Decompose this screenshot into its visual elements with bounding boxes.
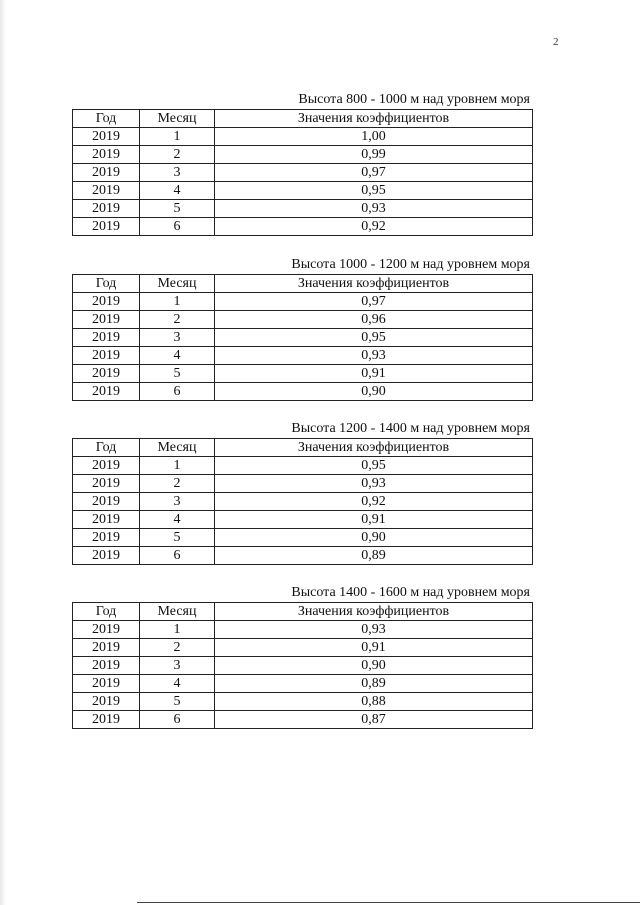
cell-value: 0,93 bbox=[215, 621, 533, 639]
cell-month: 5 bbox=[140, 365, 215, 383]
header-month: Месяц bbox=[140, 275, 215, 293]
cell-year: 2019 bbox=[73, 347, 140, 365]
cell-value: 0,93 bbox=[215, 475, 533, 493]
cell-value: 0,96 bbox=[215, 311, 533, 329]
cell-year: 2019 bbox=[73, 511, 140, 529]
header-values: Значения коэффициентов bbox=[215, 275, 533, 293]
cell-value: 0,88 bbox=[215, 693, 533, 711]
cell-value: 0,87 bbox=[215, 711, 533, 729]
coefficient-table-block-1 bbox=[72, 92, 532, 236]
table-row bbox=[73, 293, 533, 311]
cell-year: 2019 bbox=[73, 621, 140, 639]
cell-month: 3 bbox=[140, 164, 215, 182]
cell-month: 1 bbox=[140, 457, 215, 475]
cell-value: 0,91 bbox=[215, 639, 533, 657]
table-caption: Высота 800 - 1000 м над уровнем моря bbox=[298, 92, 530, 107]
cell-value: 0,93 bbox=[215, 347, 533, 365]
cell-month: 4 bbox=[140, 182, 215, 200]
coefficient-table-block-3 bbox=[72, 421, 532, 565]
cell-value: 0,89 bbox=[215, 675, 533, 693]
cell-month: 5 bbox=[140, 200, 215, 218]
table-row bbox=[73, 475, 533, 493]
page-number: 2 bbox=[553, 36, 559, 48]
table-row bbox=[73, 218, 533, 236]
cell-year: 2019 bbox=[73, 493, 140, 511]
cell-year: 2019 bbox=[73, 218, 140, 236]
cell-month: 2 bbox=[140, 639, 215, 657]
cell-value: 1,00 bbox=[215, 128, 533, 146]
cell-value: 0,97 bbox=[215, 293, 533, 311]
cell-value: 0,92 bbox=[215, 218, 533, 236]
table-caption: Высота 1400 - 1600 м над уровнем моря bbox=[291, 585, 530, 600]
cell-year: 2019 bbox=[73, 475, 140, 493]
table-caption: Высота 1200 - 1400 м над уровнем моря bbox=[291, 421, 530, 436]
header-year: Год bbox=[73, 439, 140, 457]
cell-month: 4 bbox=[140, 675, 215, 693]
table-row bbox=[73, 675, 533, 693]
cell-month: 1 bbox=[140, 621, 215, 639]
cell-year: 2019 bbox=[73, 146, 140, 164]
cell-month: 1 bbox=[140, 128, 215, 146]
table-row bbox=[73, 457, 533, 475]
cell-year: 2019 bbox=[73, 329, 140, 347]
cell-year: 2019 bbox=[73, 529, 140, 547]
table-row bbox=[73, 311, 533, 329]
cell-year: 2019 bbox=[73, 164, 140, 182]
cell-month: 3 bbox=[140, 493, 215, 511]
table-caption: Высота 1000 - 1200 м над уровнем моря bbox=[291, 257, 530, 272]
cell-month: 2 bbox=[140, 146, 215, 164]
table-row bbox=[73, 146, 533, 164]
header-month: Месяц bbox=[140, 603, 215, 621]
header-year: Год bbox=[73, 275, 140, 293]
cell-value: 0,90 bbox=[215, 529, 533, 547]
table-row bbox=[73, 182, 533, 200]
cell-value: 0,89 bbox=[215, 547, 533, 565]
cell-value: 0,97 bbox=[215, 164, 533, 182]
coefficient-table bbox=[72, 602, 533, 729]
cell-month: 6 bbox=[140, 383, 215, 401]
cell-month: 6 bbox=[140, 711, 215, 729]
cell-value: 0,92 bbox=[215, 493, 533, 511]
cell-year: 2019 bbox=[73, 128, 140, 146]
cell-year: 2019 bbox=[73, 293, 140, 311]
cell-month: 3 bbox=[140, 657, 215, 675]
cell-month: 5 bbox=[140, 529, 215, 547]
scan-edge-shadow bbox=[0, 0, 6, 905]
header-values: Значения коэффициентов bbox=[215, 110, 533, 128]
cell-month: 2 bbox=[140, 311, 215, 329]
table-row bbox=[73, 711, 533, 729]
cell-year: 2019 bbox=[73, 365, 140, 383]
coefficient-table bbox=[72, 274, 533, 401]
table-row bbox=[73, 547, 533, 565]
cell-year: 2019 bbox=[73, 457, 140, 475]
coefficient-table-block-2 bbox=[72, 257, 532, 401]
table-row bbox=[73, 693, 533, 711]
cell-year: 2019 bbox=[73, 657, 140, 675]
coefficient-table-block-4 bbox=[72, 585, 532, 729]
table-header-row bbox=[73, 439, 533, 457]
cell-year: 2019 bbox=[73, 200, 140, 218]
cell-value: 0,90 bbox=[215, 657, 533, 675]
table-row bbox=[73, 365, 533, 383]
coefficient-table bbox=[72, 109, 533, 236]
cell-value: 0,95 bbox=[215, 182, 533, 200]
table-header-row bbox=[73, 275, 533, 293]
header-values: Значения коэффициентов bbox=[215, 603, 533, 621]
header-year: Год bbox=[73, 110, 140, 128]
table-row bbox=[73, 529, 533, 547]
cell-value: 0,93 bbox=[215, 200, 533, 218]
cell-value: 0,91 bbox=[215, 365, 533, 383]
cell-value: 0,90 bbox=[215, 383, 533, 401]
cell-month: 6 bbox=[140, 547, 215, 565]
cell-year: 2019 bbox=[73, 311, 140, 329]
table-row bbox=[73, 164, 533, 182]
cell-month: 5 bbox=[140, 693, 215, 711]
cell-year: 2019 bbox=[73, 182, 140, 200]
cell-month: 2 bbox=[140, 475, 215, 493]
cell-year: 2019 bbox=[73, 675, 140, 693]
table-row bbox=[73, 383, 533, 401]
cell-year: 2019 bbox=[73, 547, 140, 565]
table-row bbox=[73, 493, 533, 511]
cell-month: 3 bbox=[140, 329, 215, 347]
cell-year: 2019 bbox=[73, 693, 140, 711]
cell-year: 2019 bbox=[73, 383, 140, 401]
table-header-row bbox=[73, 110, 533, 128]
cell-month: 1 bbox=[140, 293, 215, 311]
cell-value: 0,95 bbox=[215, 457, 533, 475]
table-row bbox=[73, 511, 533, 529]
table-row bbox=[73, 128, 533, 146]
cell-value: 0,95 bbox=[215, 329, 533, 347]
coefficient-table bbox=[72, 438, 533, 565]
cell-month: 4 bbox=[140, 511, 215, 529]
header-values: Значения коэффициентов bbox=[215, 439, 533, 457]
cell-month: 4 bbox=[140, 347, 215, 365]
header-month: Месяц bbox=[140, 439, 215, 457]
table-row bbox=[73, 621, 533, 639]
header-month: Месяц bbox=[140, 110, 215, 128]
table-row bbox=[73, 639, 533, 657]
table-row bbox=[73, 347, 533, 365]
cell-year: 2019 bbox=[73, 639, 140, 657]
cell-value: 0,99 bbox=[215, 146, 533, 164]
table-row bbox=[73, 657, 533, 675]
header-year: Год bbox=[73, 603, 140, 621]
scan-bottom-line bbox=[137, 902, 640, 903]
cell-year: 2019 bbox=[73, 711, 140, 729]
table-row bbox=[73, 200, 533, 218]
cell-value: 0,91 bbox=[215, 511, 533, 529]
table-row bbox=[73, 329, 533, 347]
cell-month: 6 bbox=[140, 218, 215, 236]
table-header-row bbox=[73, 603, 533, 621]
